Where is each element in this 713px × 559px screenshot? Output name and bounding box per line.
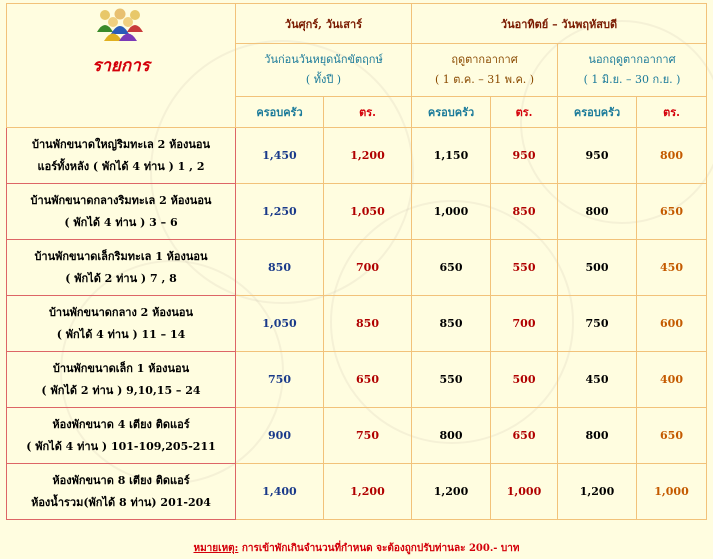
item-header-label: รายการ	[92, 56, 150, 76]
rates-body	[7, 128, 707, 520]
room-type-name: บ้านพักขนาดกลาง 2 ห้องนอน	[48, 305, 194, 319]
room-type-name: บ้านพักขนาดกลางริมทะเล 2 ห้องนอน	[30, 193, 212, 207]
rate-cell: 800	[558, 408, 637, 464]
item-header-cell	[7, 4, 236, 128]
rate-cell: 500	[491, 352, 558, 408]
room-type-cell	[7, 128, 236, 184]
rate-cell: 550	[491, 240, 558, 296]
rate-cell: 650	[324, 352, 412, 408]
table-row	[7, 408, 707, 464]
footnote-label: หมายเหตุ:	[193, 543, 239, 554]
period-holiday-eve	[236, 44, 412, 97]
rate-cell: 600	[637, 296, 707, 352]
room-type-cell	[7, 240, 236, 296]
period-label: ฤดูตากอากาศ	[451, 53, 518, 66]
rate-cell: 750	[558, 296, 637, 352]
rate-cell: 550	[412, 352, 491, 408]
rates-table	[6, 3, 707, 520]
table-row	[7, 296, 707, 352]
room-type-cell	[7, 464, 236, 520]
room-type-cell	[7, 184, 236, 240]
rate-cell: 1,200	[412, 464, 491, 520]
period-range: ( ทั้งปี )	[305, 73, 342, 86]
rate-cell: 700	[491, 296, 558, 352]
footnote-text: การเข้าพักเกินจำนวนที่กำหนด จะต้องถูกปรับท่านละ 200.- บาท	[238, 543, 520, 554]
rate-cell: 750	[236, 352, 324, 408]
rate-cell: 650	[637, 408, 707, 464]
rate-cell: 450	[558, 352, 637, 408]
column-header: ครอบครัว	[412, 97, 491, 128]
rate-cell: 1,250	[236, 184, 324, 240]
rate-cell: 1,000	[491, 464, 558, 520]
rate-cell: 1,400	[236, 464, 324, 520]
period-range: ( 1 มิ.ย. – 30 ก.ย. )	[583, 73, 681, 86]
rate-cell: 500	[558, 240, 637, 296]
column-header: ครอบครัว	[558, 97, 637, 128]
room-type-detail: ห้องน้ำรวม(พักได้ 8 ท่าน) 201-204	[31, 495, 211, 509]
room-type-name: บ้านพักขนาดใหญ่ริมทะเล 2 ห้องนอน	[32, 137, 210, 151]
rate-cell: 1,200	[558, 464, 637, 520]
room-type-detail: ( พักได้ 2 ท่าน ) 9,10,15 – 24	[41, 383, 201, 397]
room-type-cell	[7, 408, 236, 464]
table-row	[7, 352, 707, 408]
table-row	[7, 240, 707, 296]
rate-cell: 1,450	[236, 128, 324, 184]
rate-cell: 650	[412, 240, 491, 296]
column-header: ตร.	[491, 97, 558, 128]
rate-cell: 1,050	[324, 184, 412, 240]
rate-cell: 650	[491, 408, 558, 464]
rate-cell: 800	[637, 128, 707, 184]
period-label: นอกฤดูตากอากาศ	[588, 53, 676, 66]
rate-cell: 850	[324, 296, 412, 352]
rate-cell: 1,000	[412, 184, 491, 240]
room-type-name: ห้องพักขนาด 8 เตียง ติดแอร์	[52, 473, 190, 487]
rate-cell: 1,200	[324, 464, 412, 520]
room-type-name: ห้องพักขนาด 4 เตียง ติดแอร์	[52, 417, 190, 431]
room-type-detail: แอร์ทั้งหลัง ( พักได้ 4 ท่าน ) 1 , 2	[37, 159, 205, 173]
rate-cell: 650	[637, 184, 707, 240]
table-row	[7, 464, 707, 520]
room-type-detail: ( พักได้ 4 ท่าน ) 101-109,205-211	[26, 439, 216, 453]
footnote	[0, 541, 713, 556]
room-type-cell	[7, 296, 236, 352]
rate-cell: 1,150	[412, 128, 491, 184]
rate-cell: 950	[491, 128, 558, 184]
room-type-name: บ้านพักขนาดเล็ก 1 ห้องนอน	[52, 361, 190, 375]
people-group-icon	[95, 6, 145, 42]
rate-cell: 1,200	[324, 128, 412, 184]
column-header: ตร.	[637, 97, 707, 128]
room-type-name: บ้านพักขนาดเล็กริมทะเล 1 ห้องนอน	[34, 249, 208, 263]
rate-cell: 400	[637, 352, 707, 408]
room-type-detail: ( พักได้ 4 ท่าน ) 3 – 6	[64, 215, 178, 229]
table-row	[7, 128, 707, 184]
rate-cell: 850	[491, 184, 558, 240]
rate-cell: 750	[324, 408, 412, 464]
rate-cell: 850	[412, 296, 491, 352]
day-group-weekday: วันอาทิตย์ – วันพฤหัสบดี	[412, 4, 707, 44]
period-low-season	[558, 44, 707, 97]
rate-cell: 800	[412, 408, 491, 464]
room-type-detail: ( พักได้ 4 ท่าน ) 11 – 14	[56, 327, 186, 341]
column-header: ครอบครัว	[236, 97, 324, 128]
rate-cell: 1,000	[637, 464, 707, 520]
rate-cell: 700	[324, 240, 412, 296]
rate-cell: 1,050	[236, 296, 324, 352]
rate-cell: 900	[236, 408, 324, 464]
table-row	[7, 184, 707, 240]
column-header: ตร.	[324, 97, 412, 128]
period-high-season	[412, 44, 558, 97]
day-group-weekend: วันศุกร์, วันเสาร์	[236, 4, 412, 44]
room-type-detail: ( พักได้ 2 ท่าน ) 7 , 8	[65, 271, 177, 285]
rate-cell: 850	[236, 240, 324, 296]
period-range: ( 1 ต.ค. – 31 พ.ค. )	[434, 73, 535, 86]
rate-cell: 950	[558, 128, 637, 184]
period-label: วันก่อนวันหยุดนักขัตฤกษ์	[264, 53, 383, 66]
rate-cell: 450	[637, 240, 707, 296]
rate-cell: 800	[558, 184, 637, 240]
room-type-cell	[7, 352, 236, 408]
